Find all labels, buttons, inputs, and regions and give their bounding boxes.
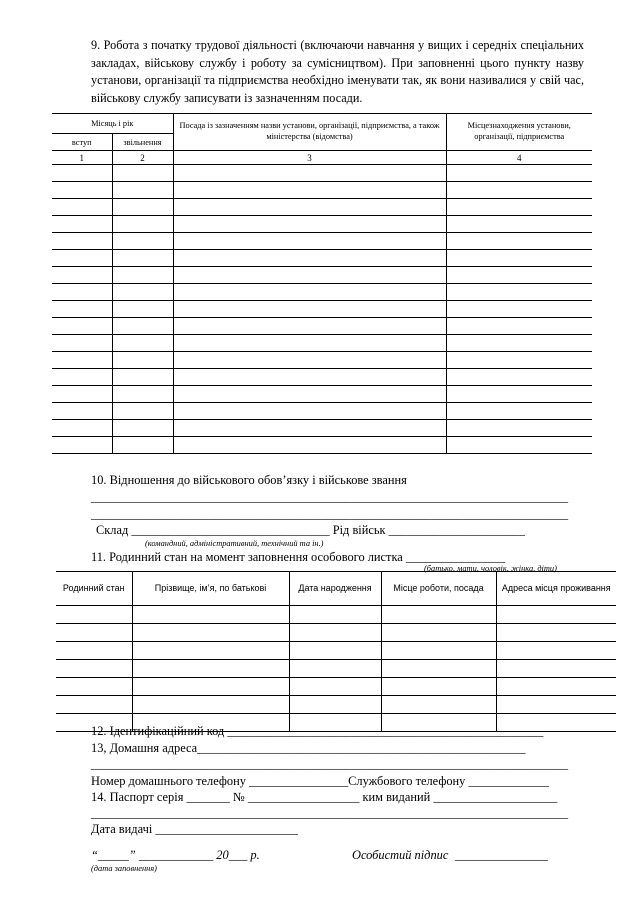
table-cell[interactable] — [173, 301, 446, 318]
table-cell[interactable] — [173, 352, 446, 369]
table-cell[interactable] — [52, 369, 112, 386]
table-row — [56, 678, 616, 696]
table-row — [52, 318, 592, 335]
table-cell[interactable] — [112, 165, 173, 182]
table-cell[interactable] — [381, 606, 496, 624]
table-cell[interactable] — [52, 403, 112, 420]
table-row — [52, 301, 592, 318]
table-row — [52, 216, 592, 233]
table-cell[interactable] — [289, 606, 381, 624]
composition-hint: (командний, адміністративний, технічний та ін.) — [145, 539, 324, 548]
table-row — [56, 624, 616, 642]
table-cell[interactable] — [112, 420, 173, 437]
section-9-text: 9. Робота з початку трудової діяльності (включаючи навчання у вищих і середніх спеціальних закладах, військову службу і роботу за сумісництвом). При заповненні цього пункту назву установи, організації та підприємства необхідно іменувати так, як вони називалися у свій час, військову службу записувати із зазначенням посади. — [91, 38, 584, 105]
family-hint: (батько, мати, чоловік, жінка, діти) — [424, 564, 557, 573]
table-cell[interactable] — [173, 318, 446, 335]
table-row — [52, 284, 592, 301]
column-number: 3 — [173, 151, 446, 165]
table-cell[interactable] — [132, 696, 289, 714]
table-row — [56, 606, 616, 624]
table-cell[interactable] — [112, 233, 173, 250]
table-row — [52, 199, 592, 216]
table-cell[interactable] — [446, 420, 592, 437]
table-cell[interactable] — [52, 318, 112, 335]
section-12-line[interactable]: 12. Ідентифікаційний код ___________________________________________________ — [91, 724, 544, 738]
table-cell[interactable] — [112, 182, 173, 199]
table-row — [52, 182, 592, 199]
family-work-header: Місце роботи, посада — [381, 572, 496, 606]
table-cell[interactable] — [56, 660, 132, 678]
table-cell[interactable] — [446, 216, 592, 233]
table-cell[interactable] — [446, 199, 592, 216]
table-cell[interactable] — [112, 335, 173, 352]
table-cell[interactable] — [173, 386, 446, 403]
table-cell[interactable] — [56, 624, 132, 642]
military-composition-line[interactable]: Склад ________________________________ Рід військ ______________________ — [96, 523, 525, 537]
table-cell[interactable] — [112, 437, 173, 454]
table-cell[interactable] — [112, 352, 173, 369]
table-row — [56, 696, 616, 714]
table-cell[interactable] — [52, 420, 112, 437]
table-cell[interactable] — [446, 267, 592, 284]
table-cell[interactable] — [52, 216, 112, 233]
dismissal-header: звільнення — [112, 134, 173, 151]
issue-date-line[interactable]: Дата видачі _______________________ — [91, 822, 298, 836]
table-cell[interactable] — [446, 233, 592, 250]
table-cell[interactable] — [112, 301, 173, 318]
table-cell[interactable] — [52, 437, 112, 454]
table-cell[interactable] — [446, 301, 592, 318]
address-continuation-line[interactable]: _____________________________________________________________________________ — [91, 757, 569, 771]
table-cell[interactable] — [496, 606, 616, 624]
table-cell[interactable] — [289, 660, 381, 678]
table-row — [52, 369, 592, 386]
table-cell[interactable] — [132, 660, 289, 678]
table-cell[interactable] — [173, 250, 446, 267]
section-10-label: 10. Відношення до військового обов’язку і військове звання — [91, 473, 407, 487]
family-status-header: Родинний стан — [56, 572, 132, 606]
table-cell[interactable] — [52, 250, 112, 267]
table-cell[interactable] — [112, 403, 173, 420]
table-cell[interactable] — [112, 250, 173, 267]
table-cell[interactable] — [52, 267, 112, 284]
table-cell[interactable] — [289, 678, 381, 696]
table-cell[interactable] — [381, 660, 496, 678]
table-cell[interactable] — [446, 352, 592, 369]
table-cell[interactable] — [289, 642, 381, 660]
table-cell[interactable] — [112, 199, 173, 216]
fill-date-hint: (дата заповнення) — [91, 864, 157, 873]
table-cell[interactable] — [496, 642, 616, 660]
table-cell[interactable] — [173, 335, 446, 352]
phones-line[interactable]: Номер домашнього телефону ________________Службового телефону _____________ — [91, 774, 550, 788]
table-cell[interactable] — [132, 624, 289, 642]
family-address-header: Адреса місця проживання — [496, 572, 616, 606]
table-cell[interactable] — [52, 182, 112, 199]
table-row — [52, 403, 592, 420]
fill-date-line[interactable]: “_____” ____________ 20___ р. — [91, 848, 260, 862]
table-cell[interactable] — [381, 642, 496, 660]
military-line-1[interactable]: _____________________________________________________________________________ — [91, 490, 569, 504]
table-cell[interactable] — [381, 678, 496, 696]
table-cell[interactable] — [173, 182, 446, 199]
table-cell[interactable] — [52, 284, 112, 301]
table-cell[interactable] — [496, 624, 616, 642]
table-cell[interactable] — [173, 284, 446, 301]
signature-field[interactable]: _______________ — [455, 848, 548, 862]
column-number: 4 — [446, 151, 592, 165]
passport-continuation-line[interactable]: _____________________________________________________________________________ — [91, 806, 569, 820]
table-cell[interactable] — [56, 678, 132, 696]
column-number: 1 — [52, 151, 112, 165]
table-cell[interactable] — [173, 216, 446, 233]
table-cell[interactable] — [381, 624, 496, 642]
table-cell[interactable] — [52, 233, 112, 250]
table-row — [52, 352, 592, 369]
table-cell[interactable] — [173, 437, 446, 454]
table-cell[interactable] — [173, 267, 446, 284]
table-cell[interactable] — [52, 301, 112, 318]
table-cell[interactable] — [173, 199, 446, 216]
table-cell[interactable] — [52, 165, 112, 182]
section-14-line[interactable]: 14. Паспорт серія _______ № __________________ ким виданий ____________________ — [91, 790, 558, 804]
column-number: 2 — [112, 151, 173, 165]
table-row — [52, 420, 592, 437]
table-cell[interactable] — [289, 624, 381, 642]
position-header: Посада із зазначенням назви установи, організації, підприємства, а також міністерства (відомства) — [173, 114, 446, 151]
table-cell[interactable] — [446, 182, 592, 199]
table-cell[interactable] — [446, 369, 592, 386]
table-cell[interactable] — [112, 318, 173, 335]
family-birthdate-header: Дата народження — [289, 572, 381, 606]
family-name-header: Прізвище, ім’я, по батькові — [132, 572, 289, 606]
month-year-header: Місяць і рік — [52, 114, 173, 134]
entry-header: вступ — [52, 134, 112, 151]
table-cell[interactable] — [446, 318, 592, 335]
table-cell[interactable] — [112, 267, 173, 284]
table-cell[interactable] — [446, 437, 592, 454]
section-11-label[interactable]: 11. Родинний стан на момент заповнення особового листка ________________ — [91, 550, 506, 564]
table-row — [56, 642, 616, 660]
location-header: Місцезнаходження установи, організації, підприємства — [446, 114, 592, 151]
section-13-line[interactable]: 13, Домашня адреса_____________________________________________________ — [91, 741, 526, 755]
table-cell[interactable] — [446, 335, 592, 352]
table-cell[interactable] — [112, 369, 173, 386]
table-cell[interactable] — [173, 233, 446, 250]
table-cell[interactable] — [496, 660, 616, 678]
table-cell[interactable] — [112, 216, 173, 233]
work-history-table — [52, 113, 592, 454]
table-cell[interactable] — [173, 420, 446, 437]
table-cell[interactable] — [56, 642, 132, 660]
table-row — [56, 660, 616, 678]
table-cell[interactable] — [446, 403, 592, 420]
military-line-2[interactable]: _____________________________________________________________________________ — [91, 507, 569, 521]
table-cell[interactable] — [173, 369, 446, 386]
table-row — [52, 437, 592, 454]
table-cell[interactable] — [496, 696, 616, 714]
table-cell[interactable] — [52, 386, 112, 403]
table-cell[interactable] — [381, 696, 496, 714]
table-cell[interactable] — [52, 335, 112, 352]
table-cell[interactable] — [52, 199, 112, 216]
table-cell[interactable] — [56, 696, 132, 714]
table-cell[interactable] — [112, 386, 173, 403]
table-row — [52, 250, 592, 267]
table-row — [52, 165, 592, 182]
family-table — [56, 571, 616, 732]
table-cell[interactable] — [52, 352, 112, 369]
table-row — [52, 386, 592, 403]
table-cell[interactable] — [132, 642, 289, 660]
table-cell[interactable] — [132, 606, 289, 624]
table-cell[interactable] — [289, 696, 381, 714]
table-row — [52, 233, 592, 250]
table-cell[interactable] — [132, 678, 289, 696]
table-cell[interactable] — [173, 165, 446, 182]
table-cell[interactable] — [56, 606, 132, 624]
table-cell[interactable] — [446, 386, 592, 403]
table-cell[interactable] — [112, 284, 173, 301]
table-cell[interactable] — [496, 678, 616, 696]
table-cell[interactable] — [446, 284, 592, 301]
table-cell[interactable] — [446, 250, 592, 267]
table-cell[interactable] — [446, 165, 592, 182]
signature-label: Особистий підпис — [352, 848, 449, 862]
table-cell[interactable] — [173, 403, 446, 420]
table-row — [52, 267, 592, 284]
table-row — [52, 335, 592, 352]
